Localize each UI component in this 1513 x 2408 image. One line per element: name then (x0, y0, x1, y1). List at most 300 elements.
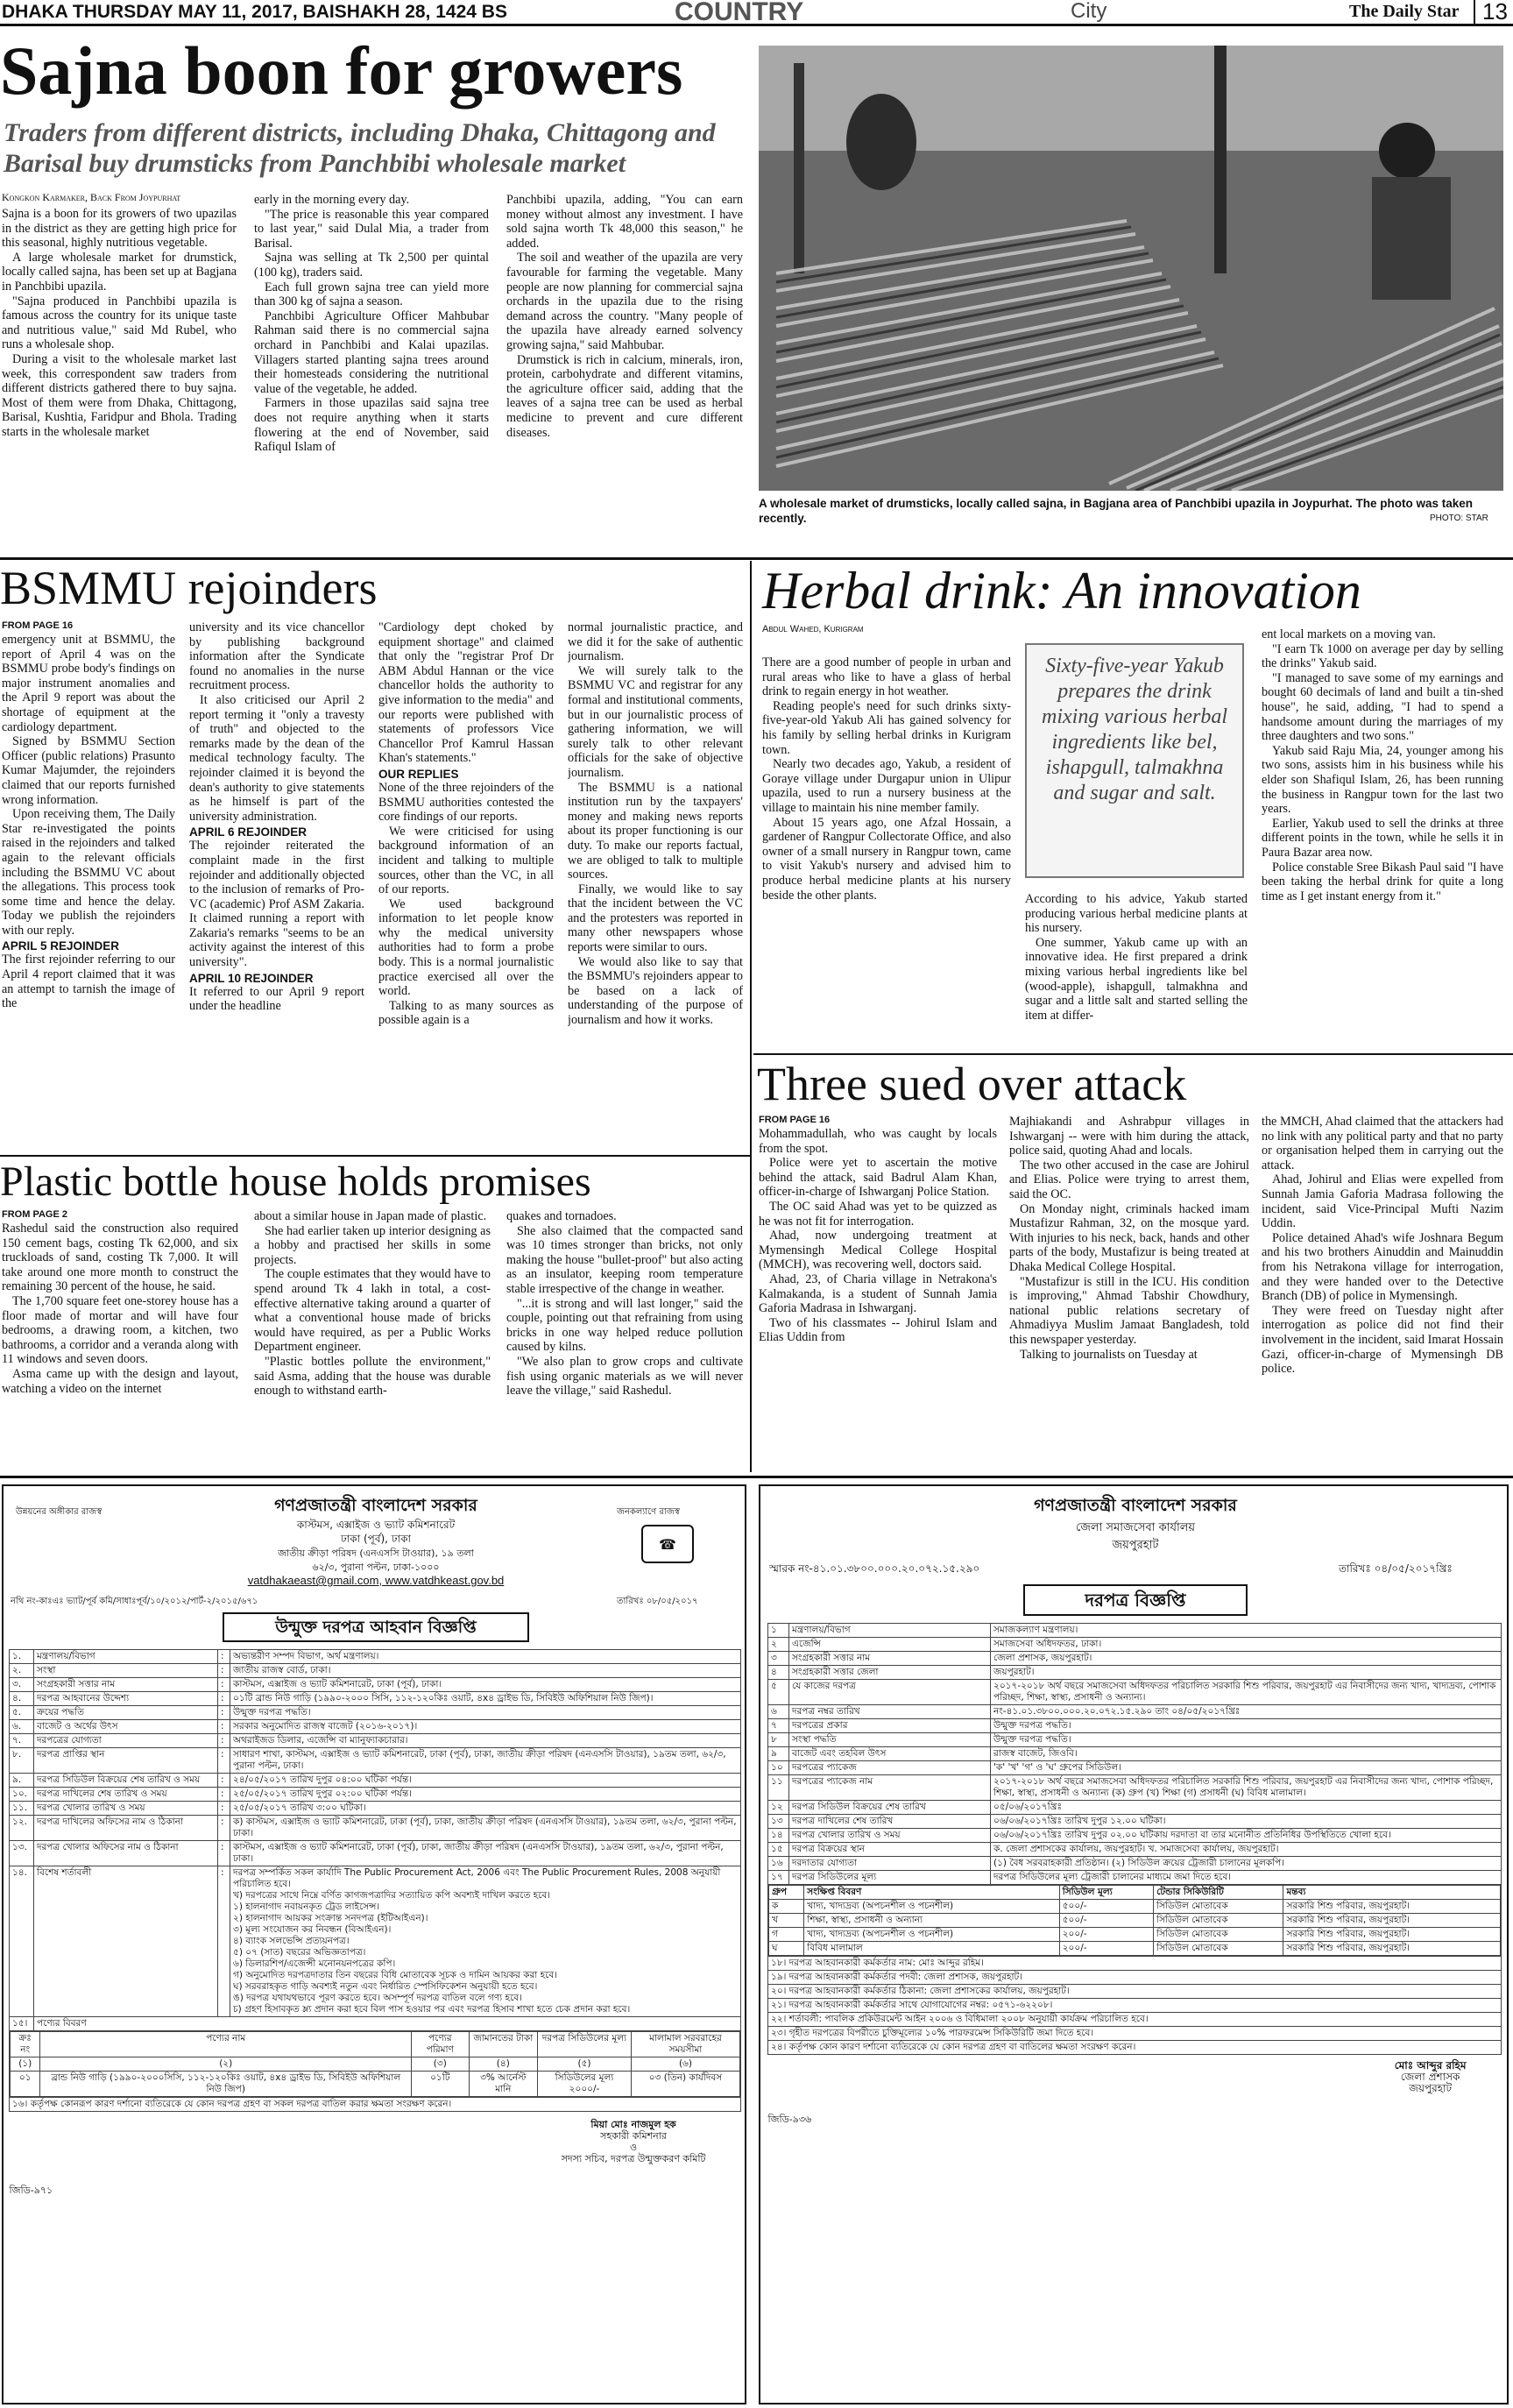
table-cell: : (218, 1664, 230, 1678)
table-cell: : (218, 1734, 230, 1748)
table-cell: (৩) (412, 2057, 470, 2072)
ad-address: জাতীয় ক্রীড়া পরিষদ (এনএসসি টাওয়ার), ১৯ তলা (278, 1547, 474, 1559)
table-cell: : (218, 1706, 230, 1720)
table-row (768, 1843, 1502, 1857)
sued-col-2 (1009, 1115, 1249, 1470)
table-cell: ৬ (768, 1705, 789, 1719)
paragraph: The 1,700 square feet one-storey house has a floor made of mortar and will have four bedrooms, a drawing room, a kitchen, two bathrooms, a corridor and a veranda along with 11 windows and seven doors. (2, 1293, 238, 1367)
plastic-col-2 (254, 1209, 491, 1470)
paragraph: Sajna was selling at Tk 2,500 per quintal (100 kg), traders said. (254, 251, 489, 280)
table-cell: সিডিউল মূল্য (1059, 1886, 1153, 1900)
table-cell: দরপত্র নম্বর তারিখ (789, 1705, 991, 1719)
table-cell: সংগ্রহকারী সত্তার জেলা (789, 1666, 991, 1680)
paragraph: Police detained Ahad's wife Joshnara Begum and his two brothers Ainuddin and Mainuddin from his Netrakona village for interrogation, and they were handed over to the Detective Branch (DB) of police in Mymensingh. (1262, 1230, 1503, 1304)
paragraph: Ahad, 23, of Charia village in Netrakona's Kalmakanda, is a student of Sunnah Jamia Gaforia Madrasa in Ishwarganj. (759, 1271, 997, 1316)
paragraph: We used background information to let people know why the medical university authorities had to form a probe body. This is a normal journalistic practice exercised all over the world. (378, 896, 554, 999)
table-cell: সরকারি শিশু পরিবার, জয়পুরহাট। (1283, 1914, 1501, 1928)
paragraph: Police constable Sree Bikash Paul said "I have been taking the herbal drink for quite a long time as I get instant energy from it." (1262, 860, 1503, 903)
signature-block (10, 2112, 741, 2196)
paragraph: Ahad, now undergoing treatment at Mymensingh Medical College Hospital (MMCH), was recovering well, doctors said. (759, 1229, 997, 1272)
subhead: APRIL 10 REJOINDER (189, 971, 314, 985)
table-row (10, 1720, 741, 1734)
table-cell: সিডিউল মোতাবেক (1154, 1900, 1283, 1914)
paragraph: Two of his classmates -- Johirul Islam and Elias Uddin from (759, 1315, 997, 1345)
photo-credit: PHOTO: STAR (1430, 513, 1488, 523)
table-row (10, 1802, 741, 1816)
paragraph: early in the morning every day. (254, 193, 410, 207)
table-row (11, 2057, 740, 2072)
table-row (768, 1705, 1502, 1719)
signature-row (768, 2055, 1502, 2125)
ad-title-box (223, 1612, 529, 1642)
table-cell: ৩% আর্নেস্ট মানি (469, 2072, 538, 2097)
plastic-col-3 (506, 1209, 743, 1470)
table-cell: জামানতের টাকা (469, 2032, 538, 2057)
bsmmu-col-1 (2, 633, 175, 1150)
table-row (768, 1624, 1502, 1638)
signature (1395, 2060, 1467, 2094)
table-cell: সিডিউল মোতাবেক (1154, 1942, 1283, 1956)
table-cell: সংগ্রহকারী সত্তার নাম (789, 1652, 991, 1666)
table-cell: এজেন্সি (789, 1638, 991, 1652)
ad-code: জিডি-৯৩৬ (767, 2113, 812, 2125)
paragraph: The soil and weather of the upazila are very favourable for farming the vegetable. Many people are now planning for commercial sajna orchards in the upazila due to the rising demand across the country. "Many people of the upazila have already earned solvency growing sajna," said Mahbubar. (506, 251, 743, 352)
table-row (768, 1957, 1502, 1971)
table-cell: ২০০/- (1059, 1928, 1153, 1942)
table-cell: ২৫/০৫/২০১৭ তারিখ ৩:০০ ঘটিকা। (230, 1802, 741, 1816)
paragraph: "We also plan to grow crops and cultivate fish using organic materials as we will never leave the village," said Rashedul. (506, 1354, 743, 1399)
table-cell: : (218, 1841, 230, 1866)
table-row (769, 1900, 1501, 1914)
table-row (769, 1928, 1501, 1942)
table-cell: মন্ত্রণালয়/বিভাগ (34, 1650, 218, 1664)
table-row (768, 1971, 1502, 1985)
paragraph: emergency unit at BSMMU, the report of April 4 was on the BSMMU probe body's findings on major instrument anomalies and the April 9 report was about the shortage of equipment at the cardiology department. (2, 633, 175, 734)
table-cell: সিডিউলের মূল্য ২০০০/- (538, 2072, 632, 2097)
table-cell: অভ্যন্তরীণ সম্পদ বিভাগ, অর্থ মন্ত্রণালয়। (230, 1650, 741, 1664)
table-row (768, 1719, 1502, 1733)
signature-line: সহকারী কমিশনার (600, 2130, 667, 2142)
table-cell: রাজস্ব বাজেট, জিওবি। (991, 1747, 1502, 1761)
table-cell: দরপত্র সিডিউলের মূল্য ট্রেজারী চালানের মাধ্যমে জমা দিতে হবে। (991, 1871, 1502, 1885)
table-cell: ক) কাস্টমস, এক্সাইজ ও ভ্যাট কমিশনারেট, ঢাকা (পূর্ব), ঢাকা, জাতীয় ক্রীড়া পরিষদ (এনএসসি টাওয়ার), ১৯তম তলা, ৬২/৩, পুরানা পল্টন, ঢাকা। (230, 1816, 741, 1841)
masthead-bar (0, 0, 1513, 26)
table-row (10, 1841, 741, 1866)
paragraph: Sajna is a boon for its growers of two upazilas in the district as they are getting high price for this seasonal, highly nutritious vegetable. (2, 207, 237, 251)
paragraph: Reading people's need for such drinks sixty-five-year-old Yakub Ali has gained solvency for his family by selling herbal drinks in Kurigram town. (762, 698, 1011, 757)
ad-table-wrap (9, 1649, 741, 2196)
table-cell: ১১. (10, 1802, 34, 1816)
bsmmu-col-2 (189, 620, 364, 1150)
goods-table-cell (10, 2031, 741, 2098)
table-cell: ক্রয়ের পদ্ধতি (34, 1706, 218, 1720)
table-cell: দরপত্র দাখিলের অফিসের নাম ও ঠিকানা (34, 1816, 218, 1841)
table-cell: ১৬ (768, 1857, 789, 1871)
condition-item: ৪) ব্যাংক সলভেন্সি প্রত্যয়নপত্র। (233, 1936, 350, 1946)
table-cell: : (218, 1650, 230, 1664)
paragraph: Nearly two decades ago, Yakub, a resident of Goraye village under Durgapur union in Ulipur upazila, used to run a nursery business at the village to maintain his nine member family. (762, 757, 1011, 815)
table-row (10, 1692, 741, 1706)
table-cell: ৭. (10, 1734, 34, 1748)
tender-ad-social (759, 1484, 1509, 2404)
table-cell: শিক্ষা, স্বাস্থ্য, প্রসাধনী ও অন্যান্য (804, 1914, 1059, 1928)
table-cell: ১৫। (10, 2017, 34, 2031)
paragraph: ent local markets on a moving van. (1262, 627, 1436, 641)
paragraph: Farmers in those upazilas said sajna tree does not require anything when it starts flowering at the end of November, said Rafiqul Islam of (254, 396, 489, 455)
table-cell: ২১। দরপত্র আহবানকারী কর্মকর্তার সাথে যোগাযোগের নম্বর: ০৫৭১-৬২২০৮। (768, 1999, 1502, 2013)
bsmmu-col-3 (378, 620, 554, 1150)
table-cell: যে কাজের দরপত্র (789, 1680, 991, 1705)
table-row (10, 1816, 741, 1841)
table-row (768, 1638, 1502, 1652)
table-cell: দরপত্রের প্যাকেজ (789, 1761, 991, 1775)
table-cell: পণ্যের পরিমাণ (412, 2032, 470, 2057)
table-row (768, 1652, 1502, 1666)
table-row (11, 2072, 740, 2097)
table-cell: সংক্ষিপ্ত বিবরণ (804, 1886, 1059, 1900)
sajna-col-1 (2, 207, 237, 533)
table-row (768, 1829, 1502, 1843)
table-cell: দরপত্র সিডিউল বিক্রয়ের শেষ তারিখ (789, 1801, 991, 1815)
signature-line: মোঃ আব্দুর রহিম (1394, 2059, 1467, 2072)
table-cell: সংস্থা পদ্ধতি (789, 1733, 991, 1747)
table-row (10, 1678, 741, 1692)
table-cell: মন্ত্রণালয়/বিভাগ (789, 1624, 991, 1638)
table-cell: (৪) (469, 2057, 538, 2072)
table-cell: ২২। শর্তাবলী: পাবলিক প্রকিউরমেন্ট আইন ২০০৬ ও বিধিমালা ২০০৮ অনুযায়ী কার্যক্রম পরিচালিত হবে। (768, 2013, 1502, 2027)
ad2-title: দরপত্র বিজ্ঞপ্তি (1085, 1590, 1186, 1611)
table-cell: : (218, 1816, 230, 1841)
table-cell: দরপত্র দাখিলের শেষ তারিখ (789, 1815, 991, 1829)
table-cell: ১৪. (10, 1866, 34, 2017)
table-cell: ০১টি ব্রান্ড নিউ গাড়ি (১৯৯০-২০০০ সিসি, ১১২-১২০কিঃ ওয়াট, ৪x৪ ড্রাইভ ডি, সিবিইউ অফিশিয়াল নিউ জিপ)। (230, 1692, 741, 1706)
table-cell: ৩. (10, 1678, 34, 1692)
paragraph: A large wholesale market for drumstick, locally called sajna, has been set up at Bagjana in Panchbibi upazila. (2, 250, 237, 294)
signature-line: জেলা প্রশাসক (1400, 2071, 1460, 2083)
herbal-headline: Herbal drink: An innovation (762, 562, 1361, 620)
table-cell: ০৬/০৬/২০১৭খ্রিঃ তারিখ দুপুর ০২.০০ ঘটিকায় দরদাতা বা তার মনোনীত প্রতিনিধির উপস্থিতিতে খোলা হবে। (991, 1829, 1502, 1843)
sajna-deck: Traders from different districts, including Dhaka, Chittagong and Barisal buy drumsticks from Panchbibi wholesale market (4, 118, 716, 178)
goods-table (10, 2031, 740, 2097)
paragraph: Rashedul said the construction also required 150 cement bags, costing Tk 62,000, and six truckloads of sand, costing Tk 7,000. It will take around one more month to construct the remaining 30 percent of the house, he said. (2, 1222, 238, 1294)
table-cell: ক (769, 1900, 804, 1914)
plastic-col-1 (2, 1222, 238, 1470)
table-cell: ২০। দরপত্র আহবানকারী কর্মকর্তার ঠিকানা: জেলা প্রশাসকের কার্যালয়, জয়পুরহাট। (768, 1985, 1502, 1999)
table-row (10, 1748, 741, 1774)
table-cell: খাদ্য, খাদ্যদ্রব্য (অপচনশীল ও পচনশীল) (804, 1928, 1059, 1942)
plastic-from: FROM PAGE 2 (2, 1209, 67, 1220)
page-number: 13 (1474, 0, 1508, 25)
table-row (768, 1747, 1502, 1761)
table-cell: কাস্টমস, এক্সাইজ ও ভ্যাট কমিশনারেট, ঢাকা (পূর্ব), ঢাকা, জাতীয় ক্রীড়া পরিষদ (এনএসসি টাওয়ার), ১৯তম তলা, ৬২/৩, পুরানা পল্টন, ঢাকা। (230, 1841, 741, 1866)
bsmmu-col-4 (568, 620, 743, 1150)
paragraph: quakes and tornadoes. (506, 1209, 617, 1223)
ad-city: ঢাকা (পূর্ব), ঢাকা (341, 1533, 411, 1545)
table-cell: গ (769, 1928, 804, 1942)
paragraph: It also criticised our April 2 report terming it "only a travesty of truth" and objected to the remarks made by the dean of the medical technology faculty. The rejoinder claimed it is beyond the dean's authority to give statements as he himself is part of the university administration. (189, 692, 364, 824)
table-cell: : (218, 1774, 230, 1788)
table-cell: দরপত্র সিডিউল বিক্রয়ের শেষ তারিখ ও সময় (34, 1774, 218, 1788)
table-cell: কাস্টমস, এক্সাইজ ও ভ্যাট কমিশনারেট, ঢাকা (পূর্ব), ঢাকা। (230, 1678, 741, 1692)
table-cell: : (218, 1788, 230, 1802)
paragraph: "I earn Tk 1000 on average per day by selling the drinks" Yakub said. (1262, 641, 1503, 671)
table-cell: (১) বৈধ সরবরাহকারী প্রতিষ্ঠান। (২) সিডিউল ক্রয়ের ট্রেজারী চালানের মূলকপি। (991, 1857, 1502, 1871)
paragraph: Talking to journalists on Tuesday at (1020, 1347, 1198, 1362)
paragraph: "Mustafizur is still in the ICU. His condition is improving," Ahmad Tabshir Chowdhury, national public relations secretary of Ahmadiyya Muslim Jamaat Bangladesh, told this newspaper yesterday. (1009, 1274, 1249, 1347)
table-cell: ১. (10, 1650, 34, 1664)
table-cell: জেলা প্রশাসক, জয়পুরহাট। (991, 1652, 1502, 1666)
table-cell: সিডিউল মোতাবেক (1154, 1914, 1283, 1928)
table-cell: ২ (768, 1638, 789, 1652)
table-row (768, 1857, 1502, 1871)
table-cell: ০৬/০৬/২০১৭খ্রিঃ তারিখ দুপুর ১২.০০ ঘটিকা। (991, 1815, 1502, 1829)
ad2-table (767, 1623, 1502, 2125)
condition-item: গ) অনুমোদিত দরপত্রদাতার তিন বছরের বিধি মোতাবেক সূচক ও দামিন আয়কর করা হবে। (233, 1970, 558, 1980)
ad2-table-wrap (767, 1623, 1502, 2125)
table-cell: ঘ (769, 1942, 804, 1956)
sajna-byline: Kongkon Karmaker, Back From Joypurhat (2, 191, 181, 203)
table-cell: ১ (768, 1624, 789, 1638)
paragraph: Drumstick is rich in calcium, minerals, iron, protein, carbohydrate and different vitamins, the agriculture officer said, adding that the leaves of a sajna tree can be used as herbal medicine to prevent and cure different diseases. (506, 352, 743, 440)
table-cell: মন্তব্য (1283, 1886, 1501, 1900)
table-row (768, 2041, 1502, 2055)
table-cell: ৯ (768, 1747, 789, 1761)
ad2-govt: গণপ্রজাতন্ত্রী বাংলাদেশ সরকার (1034, 1496, 1237, 1515)
condition-item: ৬) ডিলারশিপ/এজেন্সী মনোনয়নপত্রের কপি। (233, 1958, 396, 1969)
table-cell: পণ্যের নাম (40, 2032, 412, 2057)
table-cell: খ (769, 1914, 804, 1928)
sued-col-3 (1262, 1115, 1503, 1470)
table-cell: দরপত্র আহবানের উদ্দেশ্য (34, 1692, 218, 1706)
table-cell: ১২ (768, 1801, 789, 1815)
table-row (10, 1706, 741, 1720)
ad2-date: তারিখঃ ০৪/০৫/২০১৭খ্রিঃ (1339, 1562, 1453, 1575)
table-cell: বিবিধ মালামাল (804, 1942, 1059, 1956)
table-cell: ২০১৭-২০১৮ অর্থ বছরে সমাজসেবা অধিদফতর পরিচালিত সরকারি শিশু পরিবার, জয়পুরহাট এর নিবাসীদের জন্য খাদ্য, খাদ্যদ্রব্য, পোশাক পরিচ্ছদ, শিক্ষা, স্বাস্থ্য, প্রসাধনী ও অন্যান্য। (991, 1680, 1502, 1705)
paragraph: the MMCH, Ahad claimed that the attackers had no link with any political party and that no party or organisation helped them in carrying out the attack. (1262, 1115, 1503, 1172)
subhead: APRIL 6 REJOINDER (189, 825, 308, 839)
table-cell: সরকারি শিশু পরিবার, জয়পুরহাট। (1283, 1900, 1501, 1914)
condition-item: ঘ) সরবরাহকৃত গাড়ি অবশ্যই নতুন এবং নির্ধারিত স্পেসিফিকেশন অনুযায়ী হতে হবে। (233, 1981, 538, 1992)
paragraph: Panchbibi Agriculture Officer Mahbubar Rahman said there is no commercial sajna orchard in Panchbibi and Kalai upazilas. Villagers started planting sajna trees around their homesteads considering the nutritional value of the vegetable, he added. (254, 308, 489, 396)
ad-office: কাস্টমস, এক্সাইজ ও ভ্যাট কমিশনারেট (296, 1519, 456, 1531)
signature-line: জয়পুরহাট (1409, 2082, 1453, 2094)
signature-block (768, 2055, 1502, 2125)
table-cell: সিডিউল মোতাবেক (1154, 1928, 1283, 1942)
table-cell: সমাজকল্যাণ মন্ত্রণালয়। (991, 1624, 1502, 1638)
group-table (768, 1885, 1501, 1956)
paragraph: Earlier, Yakub used to sell the drinks at three different points in the town, while he sells it in Paura Bazar area now. (1262, 816, 1503, 860)
paragraph: Asma came up with the design and layout, watching a video on the internet (2, 1366, 238, 1396)
table-row (768, 1666, 1502, 1680)
table-cell: ১০ (768, 1761, 789, 1775)
table-cell: 'ক' 'খ' 'গ' ও 'ঘ' গ্রুপের সিডিউল। (991, 1761, 1502, 1775)
signature (562, 2119, 706, 2164)
table-cell: ১৭ (768, 1871, 789, 1885)
ad-right-tag: জনকল্যাণে রাজস্ব (617, 1507, 680, 1517)
table-cell: ৭ (768, 1719, 789, 1733)
table-cell: ০৫/০৬/২০১৭খ্রিঃ (991, 1801, 1502, 1815)
table-cell: দরপত্র বিক্রয়ের স্থান (789, 1843, 991, 1857)
table-cell: ৫ (768, 1680, 789, 1705)
ad2-city: জয়পুরহাট (1112, 1539, 1159, 1552)
table-cell: (২) (40, 2057, 412, 2072)
paragraph: During a visit to the wholesale market last week, this correspondent saw traders from different districts gathered there to buy sajna. Most of them were from Dhaka, Chittagong, Barisal, Kushtia, Faridpur and Bhola. Trading starts in the wholesale market (2, 351, 237, 439)
ad-code: জিডি-৯৭১ (9, 2184, 53, 2196)
table-row (10, 1664, 741, 1678)
table-row (11, 2032, 740, 2057)
table-cell: : (218, 1692, 230, 1706)
ad2-memo: স্মারক নং-৪১.০১.৩৮০০.০০০.২০.০৭২.১৫.২৯০ (769, 1562, 980, 1575)
table-cell: (৫) (538, 2057, 632, 2072)
customs-logo: ☎ (641, 1525, 694, 1563)
table-cell: দরপত্রের যোগ্যতা (34, 1734, 218, 1748)
dateline: DHAKA THURSDAY MAY 11, 2017, BAISHAKH 28, 1424 BS (2, 2, 507, 22)
table-cell: ৯. (10, 1774, 34, 1788)
ad-web[interactable]: vatdhakaeast@gmail.com, www.vatdhkeast.gov.bd (247, 1574, 505, 1587)
table-cell: গ্রুপ (769, 1886, 804, 1900)
ad-table (9, 1649, 741, 2196)
sued-col-1 (759, 1127, 997, 1470)
paragraph: Yakub said Raju Mia, 24, younger among his two sons, assists him in his business while his elder son Shafiqul Islam, 26, has been running the business in Rangpur town for the last two years. (1262, 743, 1503, 817)
ad-address-2: ৬২/৩, পুরানা পল্টন, ঢাকা-১০০০ (312, 1562, 440, 1573)
table-cell: বাজেট এবং তহবিল উৎস (789, 1747, 991, 1761)
table-row (10, 1734, 741, 1748)
herbal-col-3 (1262, 627, 1503, 1050)
table-cell: দরপত্র সিডিউলের মূল্য (538, 2032, 632, 2057)
table-row (10, 2017, 741, 2031)
table-cell: : (218, 1748, 230, 1774)
table-cell: ১৪ (768, 1829, 789, 1843)
plastic-headline: Plastic bottle house holds promises (0, 1158, 591, 1205)
table-cell: সমাজসেবা অধিদফতর, ঢাকা। (991, 1638, 1502, 1652)
paragraph: Each full grown sajna tree can yield more than 300 kg of sajna a season. (254, 280, 489, 309)
table-cell: খাদ্য, খাদ্যদ্রব্য (অপচনশীল ও পচনশীল) (804, 1900, 1059, 1914)
table-cell: সংস্থা (34, 1664, 218, 1678)
table-cell: ২০১৭-২০১৮ অর্থ বছরে সমাজসেবা অধিদফতর পরিচালিত সরকারি শিশু পরিবার, জয়পুরহাট এর নিবাসীদের জন্য খাদ্য, পোশাক পরিচ্ছদ, শিক্ষা, স্বাস্থ্য, প্রসাধনী ও অন্যান্য (ক) গ্রুপ (খ) শিক্ষা (গ) প্রসাধনী (ঘ) বিবিধ মালামাল। (991, 1775, 1502, 1801)
sajna-headline: Sajna boon for growers (0, 32, 683, 109)
ad-left-tag: উন্নয়নের অঙ্গীকার রাজস্ব (16, 1507, 103, 1517)
table-cell: ৩ (768, 1652, 789, 1666)
paragraph: She had earlier taken up interior designing as a hobby and practised her skills in some projects. (254, 1223, 491, 1267)
table-row (768, 1680, 1502, 1705)
table-cell: ১৩. (10, 1841, 34, 1866)
sajna-col-3 (506, 193, 743, 535)
paragraph: "Cardiology dept choked by equipment shortage" and claimed that only the "registrar Prof Dr ABM Abdul Hannan or the vice chancellor holds the authority to give information to the media" and our reports were published with statements of professors Vice Chancellor Prof Kamrul Hassan Khan's statements." (378, 620, 554, 766)
ad-date: তারিখঃ ০৮/০৫/২০১৭ (617, 1597, 698, 1606)
paragraph: About 15 years ago, one Afzal Hossain, a gardener of Rangpur Collectorate Office, and also owner of a small nursery in Rangpur town, came to visit Yakub's nursery and advised him to produce herbal medicine plants at his nursery beside the other plants. (762, 815, 1011, 903)
table-row (769, 1942, 1501, 1956)
condition-item: খ) দরপত্রের সাথে নিম্নে বর্ণিত কাগজপত্রাদির সত্যায়িত কপি অবশ্যই দাখিল করতে হবে। (233, 1890, 550, 1901)
table-cell: ২. (10, 1664, 34, 1678)
herbal-col-2 (1025, 892, 1248, 1050)
table-row (768, 1871, 1502, 1885)
table-cell: ৫০০/- (1059, 1900, 1153, 1914)
paragraph: Upon receiving them, The Daily Star re-investigated the points raised in the rejoinders and talked again to the relevant officials including the BSMMU VC about the allegations. This process took some time and hence the delay. Today we publish the rejoinders with our reply. (2, 807, 175, 938)
table-cell: ৪. (10, 1692, 34, 1706)
paragraph: It referred to our April 9 report under the headline (189, 984, 364, 1014)
signature-line: ও (629, 2142, 638, 2153)
paragraph: Talking to as many sources as possible again is a (378, 998, 554, 1028)
photo-caption: A wholesale market of drumsticks, locally called sajna, in Bagjana area of Panchbibi upazila in Joypurhat. The photo was taken recently. (759, 497, 1473, 525)
ad2-title-box (1023, 1584, 1248, 1616)
subhead: APRIL 5 REJOINDER (2, 939, 120, 953)
table-cell: ১৬। কর্তৃপক্ষ কোনরূপ কারণ দর্শানো ব্যতিরেকে যে কোন দরপত্র গ্রহণ বা সকল দরপত্র বাতিল করার ক্ষমতা সংরক্ষণ করেন। (10, 2098, 741, 2112)
table-cell: (৬) (631, 2057, 739, 2072)
paragraph: We will surely talk to the BSMMU VC and registrar for any formal and institutional comments, but in our journalistic process of gathering information, we will surely talk to other relevant officials for the sake of objective journalism. (568, 663, 743, 780)
condition-item: ঙ) দরপত্র যথাযথভাবে পূরণ করতে হবে। অসম্পূর্ণ দরপত্র বাতিল বলে গণ্য হবে। (233, 1993, 522, 2003)
divider (0, 1476, 1513, 1478)
special-conditions (230, 1866, 741, 2017)
paragraph: The first rejoinder referring to our April 4 report claimed that it was an attempt to tarnish the image of the (2, 953, 175, 1011)
table-cell: সরকারি শিশু পরিবার, জয়পুরহাট। (1283, 1928, 1501, 1942)
table-cell: দরদাতার যোগ্যতা (789, 1857, 991, 1871)
paragraph: "The price is reasonable this year compared to last year," said Dulal Mia, a trader from Barisal. (254, 207, 489, 251)
table-cell: ০৩ (তিন) কার্যদিবস (631, 2072, 739, 2097)
table-cell: ২৫/০৫/২০১৭ তারিখ দুপুর ০২:০০ ঘটিকা পর্যন্ত। (230, 1788, 741, 1802)
herbal-pullquote: Sixty-five-year Yakub prepares the drink mixing various herbal ingredients like bel, ishapgull, talmakhna and sugar and salt. (1042, 655, 1227, 804)
ad2-office: জেলা সমাজসেবা কার্যালয় (1075, 1521, 1196, 1534)
table-cell: উন্মুক্ত দরপত্র পদ্ধতি। (230, 1706, 741, 1720)
table-cell: : (218, 1866, 230, 2017)
subhead: OUR REPLIES (378, 767, 459, 781)
paragraph: Finally, we would like to say that the incident between the VC and the protesters was reported in many other newspapers whose reports were similar to ours. (568, 882, 743, 955)
table-cell: (১) (11, 2057, 40, 2072)
drumstick-market-photo (759, 46, 1503, 491)
table-cell: পণ্যের বিবরণ (34, 2017, 741, 2031)
table-cell: ১৩ (768, 1815, 789, 1829)
table-cell: : (218, 1678, 230, 1692)
condition-item: ২) হালনাগাদ আয়কর সংক্রান্ত সনদপত্র (ইটিআইএন)। (233, 1913, 428, 1923)
condition-item: ৫) ০৭ (সাত) বছরের অভিজ্ঞতাপত্র। (233, 1947, 366, 1958)
table-cell: ৮. (10, 1748, 34, 1774)
table-cell: : (218, 1720, 230, 1734)
table-cell: ক্রঃ নং (11, 2032, 40, 2057)
paragraph: There are a good number of people in urban and rural areas who like to have a glass of herbal drink to regain energy in hot weather. (762, 655, 1011, 699)
table-cell: নং-৪১.০১.৩৮০০.০০০.২০.০৭২.১৫.২৯০ তাং ০৪/০৫/২০১৭খ্রিঃ (991, 1705, 1502, 1719)
signature-line: মিয়া মোঃ নাজমুল হক (590, 2119, 676, 2130)
paragraph: We would also like to say that the BSMMU's rejoinders appear to be based on a lack of understanding of the purpose of journalism and how it works. (568, 954, 743, 1028)
table-cell: ২৪। কর্তৃপক্ষ কোন কারণ দর্শানো ব্যতিরেকে যে কোন দরপত্র গ্রহণ বা বাতিলের ক্ষমতা সংরক্ষণ করেন। (768, 2041, 1502, 2055)
table-cell: ১১ (768, 1775, 789, 1801)
table-cell: : (218, 1802, 230, 1816)
table-cell: ১২. (10, 1816, 34, 1841)
paragraph: Mohammadullah, who was caught by locals from the spot. (759, 1127, 997, 1156)
table-cell: ক. জেলা প্রশাসকের কার্যালয়, জয়পুরহাট। খ. সমাজসেবা কার্যালয়, জয়পুরহাট। (991, 1843, 1502, 1857)
paragraph: about a similar house in Japan made of plastic. (254, 1209, 487, 1223)
paragraph: "...it is strong and will last longer," said the couple, pointing out that refraining from using bricks in one way helped reduce pollution caused by kilns. (506, 1296, 743, 1355)
paragraph: One summer, Yakub came up with an innovative idea. He first prepared a drink mixing various herbal ingredients like bel (wood-apple), ishapgull, talmakhna and sugar and a little salt and started selling the item at differ- (1025, 935, 1248, 1023)
paragraph: Signed by BSMMU Section Officer (public relations) Prasunto Kumar Majumder, the rejoinders claimed that our reports furnished wrong information. (2, 734, 175, 807)
paper-name: The Daily Star (1349, 2, 1460, 21)
herbal-pullquote-box (1025, 643, 1244, 878)
divider (750, 561, 752, 1472)
table-row (768, 1815, 1502, 1829)
paragraph: According to his advice, Yakub started producing various herbal medicine plants at his nursery. (1025, 892, 1248, 936)
table-row (768, 1801, 1502, 1815)
table-row (768, 1885, 1502, 1957)
table-cell: সরকারি শিশু পরিবার, জয়পুরহাট। (1283, 1942, 1501, 1956)
paragraph: None of the three rejoinders of the BSMMU authorities contested the core findings of our reports. (378, 780, 554, 825)
table-cell: দরপত্র খোলার তারিখ ও সময় (34, 1802, 218, 1816)
paragraph: university and its vice chancellor by publishing background information after the Syndicate found no anomalies in the nurse recruitment process. (189, 620, 364, 693)
table-row (768, 2027, 1502, 2041)
table-cell: জাতীয় রাজস্ব বোর্ড, ঢাকা। (230, 1664, 741, 1678)
table-cell: উন্মুক্ত দরপত্র পদ্ধতি। (991, 1719, 1502, 1733)
table-cell: ব্রান্ড নিউ গাড়ি (১৯৯০-২০০০সিসি, ১১২-১২০কিঃ ওয়াট, ৪x৪ ড্রাইভ ডি, সিবিইউ অফিশিয়াল নিউ জিপ) (40, 2072, 412, 2097)
table-row (768, 1761, 1502, 1775)
paragraph: The rejoinder reiterated the complaint made in the first rejoinder and additionally objected to the inclusion of remarks of Pro-VC (academic) Prof ASM Zakaria. It claimed running a report with Zakaria's remarks "seems to be an activity against the interest of this university". (189, 839, 364, 970)
